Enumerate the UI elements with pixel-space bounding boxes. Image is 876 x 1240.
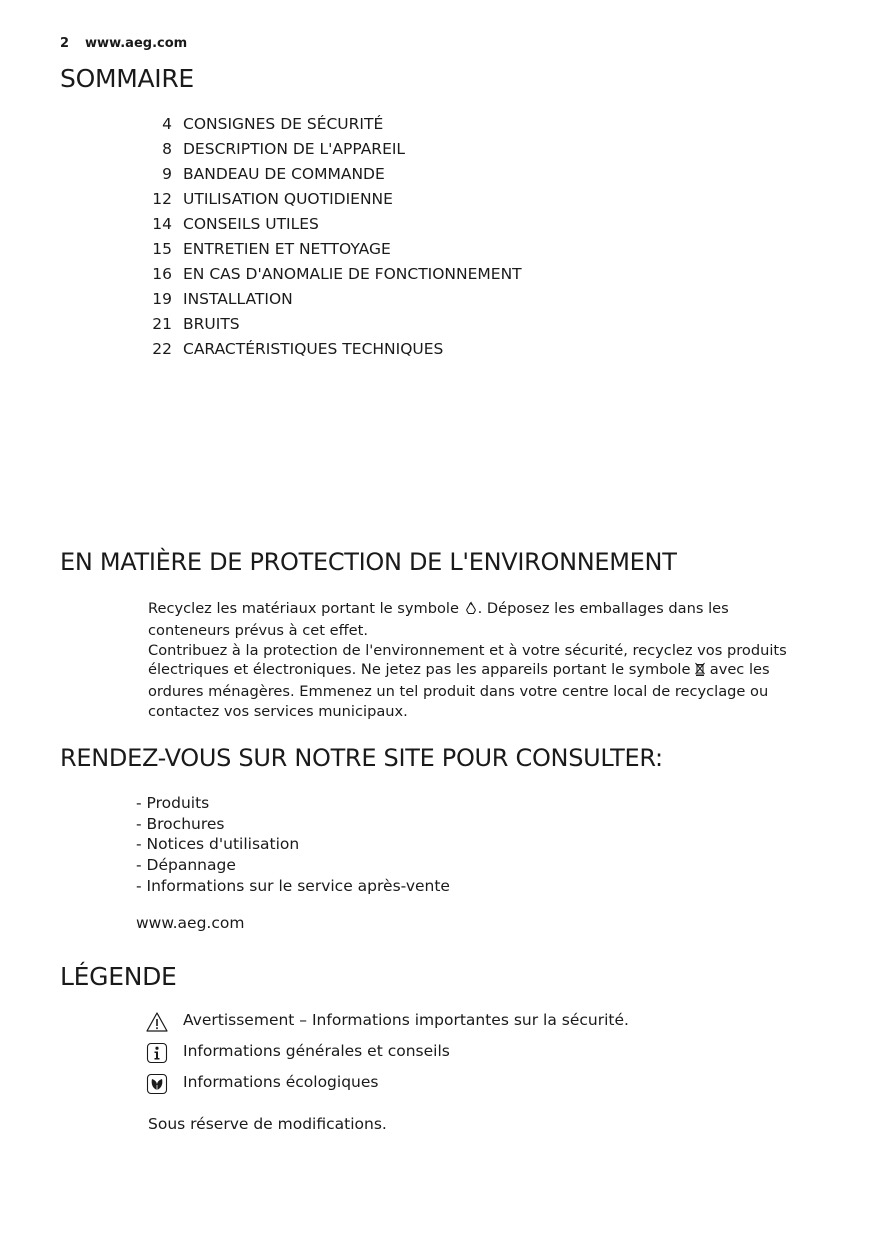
toc-page-number: 14 [152, 215, 172, 233]
toc-label: CONSEILS UTILES [183, 215, 319, 233]
toc-item[interactable] [150, 262, 750, 287]
toc-label: ENTRETIEN ET NETTOYAGE [183, 240, 391, 258]
toc-page-number: 15 [152, 240, 172, 258]
list-item: - Informations sur le service après-vente [136, 876, 450, 895]
modifications-note: Sous réserve de modifications. [148, 1115, 387, 1133]
legend-list [146, 1011, 629, 1104]
toc-page-number: 12 [152, 190, 172, 208]
legend-item [146, 1011, 629, 1042]
toc-page-number: 9 [162, 165, 172, 183]
environment-text: . Déposez les emballages dans les [477, 600, 729, 617]
crossed-bin-icon [695, 662, 705, 682]
toc-label: BRUITS [183, 315, 240, 333]
site-url-link[interactable]: www.aeg.com [136, 914, 245, 932]
site-topics-list [136, 793, 450, 897]
sommaire-title: SOMMAIRE [60, 64, 194, 93]
legend-item [146, 1073, 629, 1104]
toc-label: UTILISATION QUOTIDIENNE [183, 190, 393, 208]
environment-text: Contribuez à la protection de l'environnement et à votre sécurité, recyclez vos produits [148, 641, 787, 659]
toc-page-number: 4 [162, 115, 172, 133]
legend-label: Avertissement – Informations importantes sur la sécurité. [183, 1011, 629, 1029]
environment-text: électriques et électroniques. Ne jetez pas les appareils portant le symbole [148, 661, 691, 679]
legend-title: LÉGENDE [60, 962, 177, 991]
toc-page-number: 16 [152, 265, 172, 283]
toc-page-number: 21 [152, 315, 172, 333]
toc-page-number: 19 [152, 290, 172, 308]
toc-label: INSTALLATION [183, 290, 293, 308]
recycle-icon [464, 601, 478, 621]
warning-icon [146, 1011, 168, 1033]
environment-text: ordures ménagères. Emmenez un tel produit dans votre centre local de recyclage ou [148, 683, 769, 701]
page-number: 2 [60, 36, 70, 51]
info-icon [146, 1042, 168, 1064]
eco-icon [146, 1073, 168, 1095]
toc-page-number: 8 [162, 140, 172, 158]
toc-item[interactable] [150, 237, 750, 262]
environment-text: avec les [709, 661, 770, 679]
toc-item[interactable] [150, 312, 750, 337]
legend-label: Informations écologiques [183, 1073, 379, 1091]
page-header [60, 36, 187, 51]
toc-page-number: 22 [152, 340, 172, 358]
toc-item[interactable] [150, 187, 750, 212]
toc-label: CARACTÉRISTIQUES TECHNIQUES [183, 340, 444, 358]
environment-paragraph [148, 599, 828, 722]
list-item: - Notices d'utilisation [136, 835, 300, 854]
site-section-title: RENDEZ-VOUS SUR NOTRE SITE POUR CONSULTER: [60, 744, 663, 772]
list-item: - Dépannage [136, 856, 236, 875]
table-of-contents [150, 112, 750, 362]
environment-title: EN MATIÈRE DE PROTECTION DE L'ENVIRONNEMENT [60, 548, 677, 576]
header-site-link[interactable]: www.aeg.com [85, 36, 188, 51]
toc-label: DESCRIPTION DE L'APPAREIL [183, 140, 406, 158]
toc-label: EN CAS D'ANOMALIE DE FONCTIONNEMENT [183, 265, 522, 283]
toc-item[interactable] [150, 112, 750, 137]
toc-item[interactable] [150, 337, 750, 362]
environment-text: conteneurs prévus à cet effet. [148, 621, 368, 639]
toc-item[interactable] [150, 212, 750, 237]
toc-item[interactable] [150, 137, 750, 162]
list-item: - Produits [136, 794, 210, 812]
legend-label: Informations générales et conseils [183, 1042, 450, 1060]
environment-text: Recyclez les matériaux portant le symbole [148, 600, 459, 617]
list-item: - Brochures [136, 814, 225, 833]
environment-text: contactez vos services municipaux. [148, 702, 408, 720]
toc-item[interactable] [150, 287, 750, 312]
toc-label: BANDEAU DE COMMANDE [183, 165, 385, 183]
toc-label: CONSIGNES DE SÉCURITÉ [183, 115, 384, 133]
legend-item [146, 1042, 629, 1073]
toc-item[interactable] [150, 162, 750, 187]
